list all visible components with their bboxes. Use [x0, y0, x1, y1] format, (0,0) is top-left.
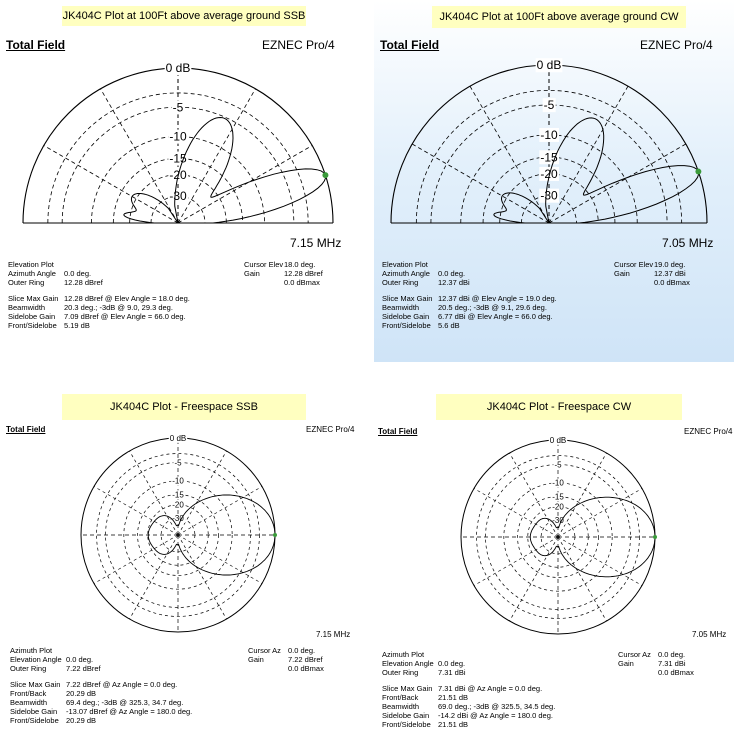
info-key: Sidelobe Gain — [8, 312, 56, 322]
total-field-label: Total Field — [378, 427, 418, 436]
azimuth-plot — [0, 429, 362, 639]
radial-line — [94, 535, 178, 584]
info-key: Beamwidth — [8, 302, 46, 312]
info-row — [8, 321, 190, 330]
info-row — [382, 278, 557, 287]
cursor-key: Gain — [248, 655, 264, 665]
cursor-value: 18.0 deg. — [284, 260, 316, 269]
info-row — [382, 711, 555, 720]
info-row — [382, 294, 557, 303]
info-row — [382, 693, 555, 702]
radial-line — [178, 535, 262, 584]
cursor-value: 7.22 dBref — [288, 655, 323, 665]
info-row — [382, 312, 557, 321]
radial-line — [470, 86, 549, 223]
info-value: 7.31 dBi @ Az Angle = 0.0 deg. — [438, 683, 543, 693]
cursor-value: 7.31 dBi — [658, 659, 686, 669]
radial-line — [101, 89, 179, 223]
info-row — [382, 668, 555, 677]
ring-label: -20 — [169, 167, 187, 182]
info-key: Elevation Plot — [382, 260, 428, 269]
info-value: 0.0 deg. — [64, 269, 92, 279]
info-row — [382, 684, 555, 693]
cursor-key: Gain — [614, 269, 630, 279]
total-field-label: Total Field — [6, 425, 46, 434]
total-field-label: Total Field — [380, 38, 440, 52]
info-key: Azimuth Plot — [10, 646, 53, 655]
radial-line — [94, 487, 178, 536]
info-key: Slice Max Gain — [382, 293, 433, 303]
info-key: Slice Max Gain — [8, 293, 59, 303]
info-row — [10, 716, 192, 725]
info-row — [382, 303, 557, 312]
info-row — [382, 269, 557, 278]
info-row — [8, 303, 190, 312]
eznec-label: EZNEC Pro/4 — [684, 427, 733, 436]
cursor-key — [614, 278, 654, 287]
info-key: Sidelobe Gain — [382, 312, 430, 322]
info-row — [8, 260, 190, 269]
ring-label: -30 — [552, 515, 564, 525]
elevation-plot — [374, 50, 734, 250]
info-key: Front/Sidelobe — [10, 716, 59, 726]
cursor-marker — [695, 169, 701, 175]
cursor-key — [244, 278, 284, 287]
cursor-value: 12.28 dBref — [284, 269, 323, 279]
info-key: Elevation Plot — [8, 260, 54, 269]
pattern-trace — [494, 118, 699, 223]
info-value: 20.5 deg.; -3dB @ 9.1, 29.6 deg. — [438, 302, 547, 312]
info-row — [10, 698, 192, 707]
cursor-value: 0.0 dBmax — [654, 278, 690, 288]
ring-label: -10 — [169, 129, 187, 144]
info-row — [10, 680, 192, 689]
info-block — [10, 646, 192, 726]
eznec-label: EZNEC Pro/4 — [262, 38, 335, 52]
frequency-label: 7.15 MHz — [316, 630, 351, 639]
info-key: Front/Back — [382, 692, 419, 702]
info-value: 21.51 dB — [438, 692, 469, 702]
radial-line — [44, 146, 178, 224]
ring-label: 0 dB — [536, 58, 562, 73]
info-row — [8, 269, 190, 278]
info-row — [382, 321, 557, 330]
ring-label: -20 — [540, 166, 558, 181]
cursor-row — [248, 646, 324, 655]
ring-label: -5 — [543, 98, 555, 113]
panel-freespace-ssb — [0, 392, 362, 745]
radial-line — [474, 537, 558, 586]
info-row — [10, 664, 192, 673]
info-key: Beamwidth — [382, 302, 420, 312]
eznec-label: EZNEC Pro/4 — [306, 425, 355, 434]
ring-label: 0 dB — [549, 435, 567, 445]
info-row — [10, 646, 192, 655]
cursor-marker — [653, 535, 657, 539]
azimuth-plot — [374, 431, 734, 641]
cursor-value: 0.0 dBmax — [284, 278, 320, 288]
info-key: Elevation Angle — [10, 655, 62, 665]
cursor-row — [618, 668, 694, 677]
cursor-key — [618, 668, 658, 677]
cursor-value: 0.0 dBmax — [288, 664, 324, 674]
ring-label: -20 — [172, 500, 184, 510]
ring-label: -10 — [540, 127, 558, 142]
frequency-label: 7.15 MHz — [290, 236, 342, 250]
radial-line — [412, 144, 549, 223]
cursor-value: 19.0 deg. — [654, 260, 686, 269]
cursor-row — [618, 659, 694, 668]
cursor-row — [614, 260, 690, 269]
info-block — [382, 650, 555, 730]
info-key: Azimuth Angle — [8, 269, 56, 279]
ring-label: -30 — [172, 513, 184, 523]
info-key: Elevation Angle — [382, 659, 434, 669]
info-value: 0.0 deg. — [66, 655, 94, 665]
cursor-key: Gain — [618, 659, 634, 669]
radial-line — [558, 489, 642, 538]
info-key: Sidelobe Gain — [382, 711, 430, 721]
info-value: 5.19 dB — [64, 321, 90, 331]
radial-line — [474, 489, 558, 538]
cursor-value: 0.0 deg. — [288, 646, 316, 655]
radial-line — [510, 453, 559, 537]
caption: JK404C Plot - Freespace SSB — [62, 394, 306, 420]
caption: JK404C Plot at 100Ft above average ground SSB — [62, 6, 306, 26]
cursor-key: Cursor Elev — [614, 260, 654, 269]
pattern-trace — [124, 118, 326, 224]
ring-label: -5 — [554, 460, 562, 470]
info-value: 7.22 dBref — [66, 664, 101, 674]
cursor-row — [244, 260, 323, 269]
info-key: Outer Ring — [10, 664, 47, 674]
cursor-value: 0.0 dBmax — [658, 668, 694, 678]
info-key: Front/Back — [10, 688, 47, 698]
cursor-block — [244, 260, 323, 288]
cursor-block — [248, 646, 324, 674]
info-value: 21.51 dB — [438, 720, 469, 730]
cursor-row — [244, 278, 323, 287]
info-row — [382, 702, 555, 711]
info-key: Outer Ring — [382, 668, 419, 678]
info-value: 12.37 dBi @ Elev Angle = 19.0 deg. — [438, 293, 557, 303]
info-key: Slice Max Gain — [10, 679, 61, 689]
cursor-row — [248, 655, 324, 664]
info-row — [382, 650, 555, 659]
info-value: 12.37 dBi — [438, 278, 470, 288]
info-value: 0.0 deg. — [438, 269, 466, 279]
panel-ground-cw — [374, 0, 734, 362]
info-key: Slice Max Gain — [382, 683, 433, 693]
info-block — [8, 260, 190, 330]
ring-label: -20 — [552, 502, 564, 512]
info-value: 12.28 dBref — [64, 278, 103, 288]
cursor-key: Cursor Az — [248, 646, 281, 655]
cursor-value: 0.0 deg. — [658, 650, 686, 659]
cursor-marker — [273, 533, 277, 537]
info-key: Front/Sidelobe — [8, 321, 57, 331]
info-value: 20.3 deg.; -3dB @ 9.0, 29.3 deg. — [64, 302, 173, 312]
cursor-row — [614, 278, 690, 287]
info-key: Azimuth Angle — [382, 269, 430, 279]
info-value: 20.29 dB — [66, 688, 97, 698]
radial-line — [549, 144, 686, 223]
info-row — [382, 260, 557, 269]
info-value: 69.4 deg.; -3dB @ 325.3, 34.7 deg. — [66, 698, 184, 708]
frequency-label: 7.05 MHz — [692, 630, 727, 639]
cursor-row — [618, 650, 694, 659]
info-key: Beamwidth — [382, 702, 420, 712]
cursor-key: Cursor Az — [618, 650, 651, 659]
frequency-label: 7.05 MHz — [662, 236, 714, 250]
info-row — [10, 655, 192, 664]
panel-ground-ssb — [0, 0, 362, 360]
info-value: 69.0 deg.; -3dB @ 325.5, 34.5 deg. — [438, 702, 556, 712]
radial-line — [178, 89, 256, 223]
info-key: Front/Sidelobe — [382, 720, 431, 730]
info-row — [8, 278, 190, 287]
cursor-key: Cursor Elev — [244, 260, 284, 269]
cursor-block — [614, 260, 690, 288]
cursor-marker — [322, 172, 328, 178]
caption: JK404C Plot - Freespace CW — [436, 394, 682, 420]
elevation-plot — [0, 50, 362, 250]
info-value: 20.29 dB — [66, 716, 97, 726]
radial-line — [558, 537, 642, 586]
radial-line — [178, 487, 262, 536]
ring-label: -5 — [174, 458, 182, 468]
cursor-key — [248, 664, 288, 673]
info-key: Outer Ring — [382, 278, 419, 288]
ring-label: 0 dB — [165, 61, 191, 76]
cursor-key: Gain — [244, 269, 260, 279]
total-field-label: Total Field — [6, 38, 66, 52]
ring-label: -30 — [540, 188, 558, 203]
cursor-row — [614, 269, 690, 278]
ring-label: -15 — [169, 151, 187, 166]
ring-label: -15 — [552, 492, 564, 502]
cursor-row — [244, 269, 323, 278]
info-key: Outer Ring — [8, 278, 45, 288]
info-row — [10, 689, 192, 698]
radial-line — [178, 146, 312, 224]
info-row — [10, 707, 192, 716]
radial-line — [510, 537, 559, 621]
ring-label: -10 — [172, 476, 184, 486]
ring-label: -10 — [552, 478, 564, 488]
info-key: Beamwidth — [10, 698, 48, 708]
info-value: 7.22 dBref @ Az Angle = 0.0 deg. — [66, 679, 178, 689]
ring-label: -5 — [172, 100, 184, 115]
ring-label: 0 dB — [169, 433, 187, 443]
info-value: 6.77 dBi @ Elev Angle = 66.0 deg. — [438, 312, 553, 322]
info-value: -14.2 dBi @ Az Angle = 180.0 deg. — [438, 711, 553, 721]
info-value: 7.09 dBref @ Elev Angle = 66.0 deg. — [64, 312, 186, 322]
info-key: Sidelobe Gain — [10, 707, 58, 717]
radial-line — [558, 537, 607, 621]
eznec-label: EZNEC Pro/4 — [640, 38, 713, 52]
info-value: 12.28 dBref @ Elev Angle = 18.0 deg. — [64, 293, 190, 303]
info-row — [382, 720, 555, 729]
info-value: 7.31 dBi — [438, 668, 466, 678]
cursor-block — [618, 650, 694, 678]
ring-label: -30 — [169, 189, 187, 204]
info-key: Azimuth Plot — [382, 650, 425, 659]
info-row — [8, 294, 190, 303]
info-row — [382, 659, 555, 668]
caption: JK404C Plot at 100Ft above average ground CW — [432, 6, 686, 28]
info-value: 0.0 deg. — [438, 659, 466, 669]
info-row — [8, 312, 190, 321]
info-value: -13.07 dBref @ Az Angle = 180.0 deg. — [66, 707, 193, 717]
radial-line — [178, 535, 227, 619]
cursor-row — [248, 664, 324, 673]
info-key: Front/Sidelobe — [382, 321, 431, 331]
cursor-value: 12.37 dBi — [654, 269, 686, 279]
radial-line — [549, 86, 628, 223]
panel-freespace-cw — [374, 392, 734, 745]
info-value: 5.6 dB — [438, 321, 460, 331]
ring-label: -15 — [172, 490, 184, 500]
info-block — [382, 260, 557, 330]
ring-label: -15 — [540, 150, 558, 165]
